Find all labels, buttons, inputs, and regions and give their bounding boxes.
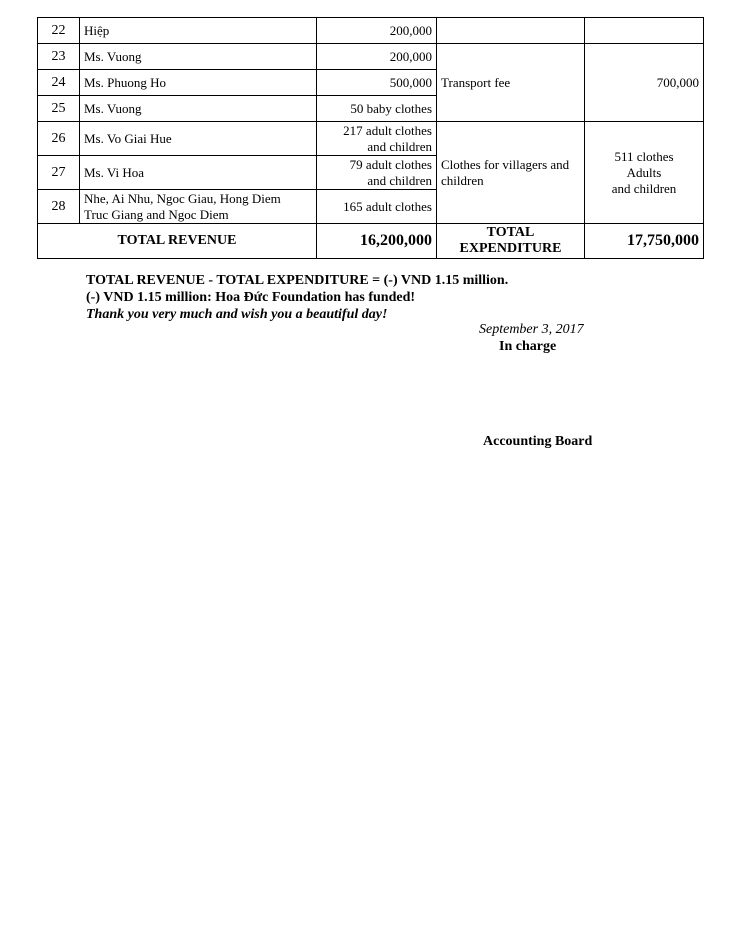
row-number: 23 [38, 44, 80, 70]
donor-name: Ms. Vi Hoa [80, 156, 317, 190]
table-row [38, 44, 704, 70]
row-number: 27 [38, 156, 80, 190]
total-expenditure-value: 17,750,000 [585, 224, 704, 259]
donation-amount: 79 adult clothes and children [317, 156, 437, 190]
table-row [38, 18, 704, 44]
row-number: 26 [38, 122, 80, 156]
donor-name: Nhe, Ai Nhu, Ngoc Giau, Hong Diem Truc Giang and Ngoc Diem [80, 190, 317, 224]
donor-name: Ms. Phuong Ho [80, 70, 317, 96]
signature-role: In charge [499, 339, 557, 354]
donation-amount: 200,000 [317, 18, 437, 44]
funding-note: (-) VND 1.15 million: Hoa Đức Foundation has funded! [86, 290, 416, 305]
expenditure-purpose: Clothes for villagers and children [437, 122, 585, 224]
expenditure-purpose [437, 18, 585, 44]
total-revenue-label: TOTAL REVENUE [38, 224, 317, 259]
signature-date: September 3, 2017 [479, 322, 584, 337]
expenditure-amount: 511 clothes Adults and children [585, 122, 704, 224]
table-row [38, 122, 704, 156]
donation-amount: 50 baby clothes [317, 96, 437, 122]
total-revenue-value: 16,200,000 [317, 224, 437, 259]
expenditure-amount [585, 18, 704, 44]
donation-amount: 500,000 [317, 70, 437, 96]
donation-amount: 165 adult clothes [317, 190, 437, 224]
ledger-table [37, 17, 704, 259]
donor-name: Hiệp [80, 18, 317, 44]
donor-name: Ms. Vo Giai Hue [80, 122, 317, 156]
row-number: 25 [38, 96, 80, 122]
donor-name: Ms. Vuong [80, 44, 317, 70]
expenditure-purpose: Transport fee [437, 44, 585, 122]
accounting-board-label: Accounting Board [483, 434, 593, 449]
donor-name: Ms. Vuong [80, 96, 317, 122]
row-number: 22 [38, 18, 80, 44]
summary-block [86, 272, 508, 323]
expenditure-amount: 700,000 [585, 44, 704, 122]
row-number: 24 [38, 70, 80, 96]
donation-amount: 217 adult clothes and children [317, 122, 437, 156]
donation-amount: 200,000 [317, 44, 437, 70]
thank-you-note: Thank you very much and wish you a beautiful day! [86, 307, 388, 322]
total-expenditure-label: TOTAL EXPENDITURE [437, 224, 585, 259]
row-number: 28 [38, 190, 80, 224]
totals-row [38, 224, 704, 259]
balance-statement: TOTAL REVENUE - TOTAL EXPENDITURE = (-) VND 1.15 million. [86, 273, 509, 288]
